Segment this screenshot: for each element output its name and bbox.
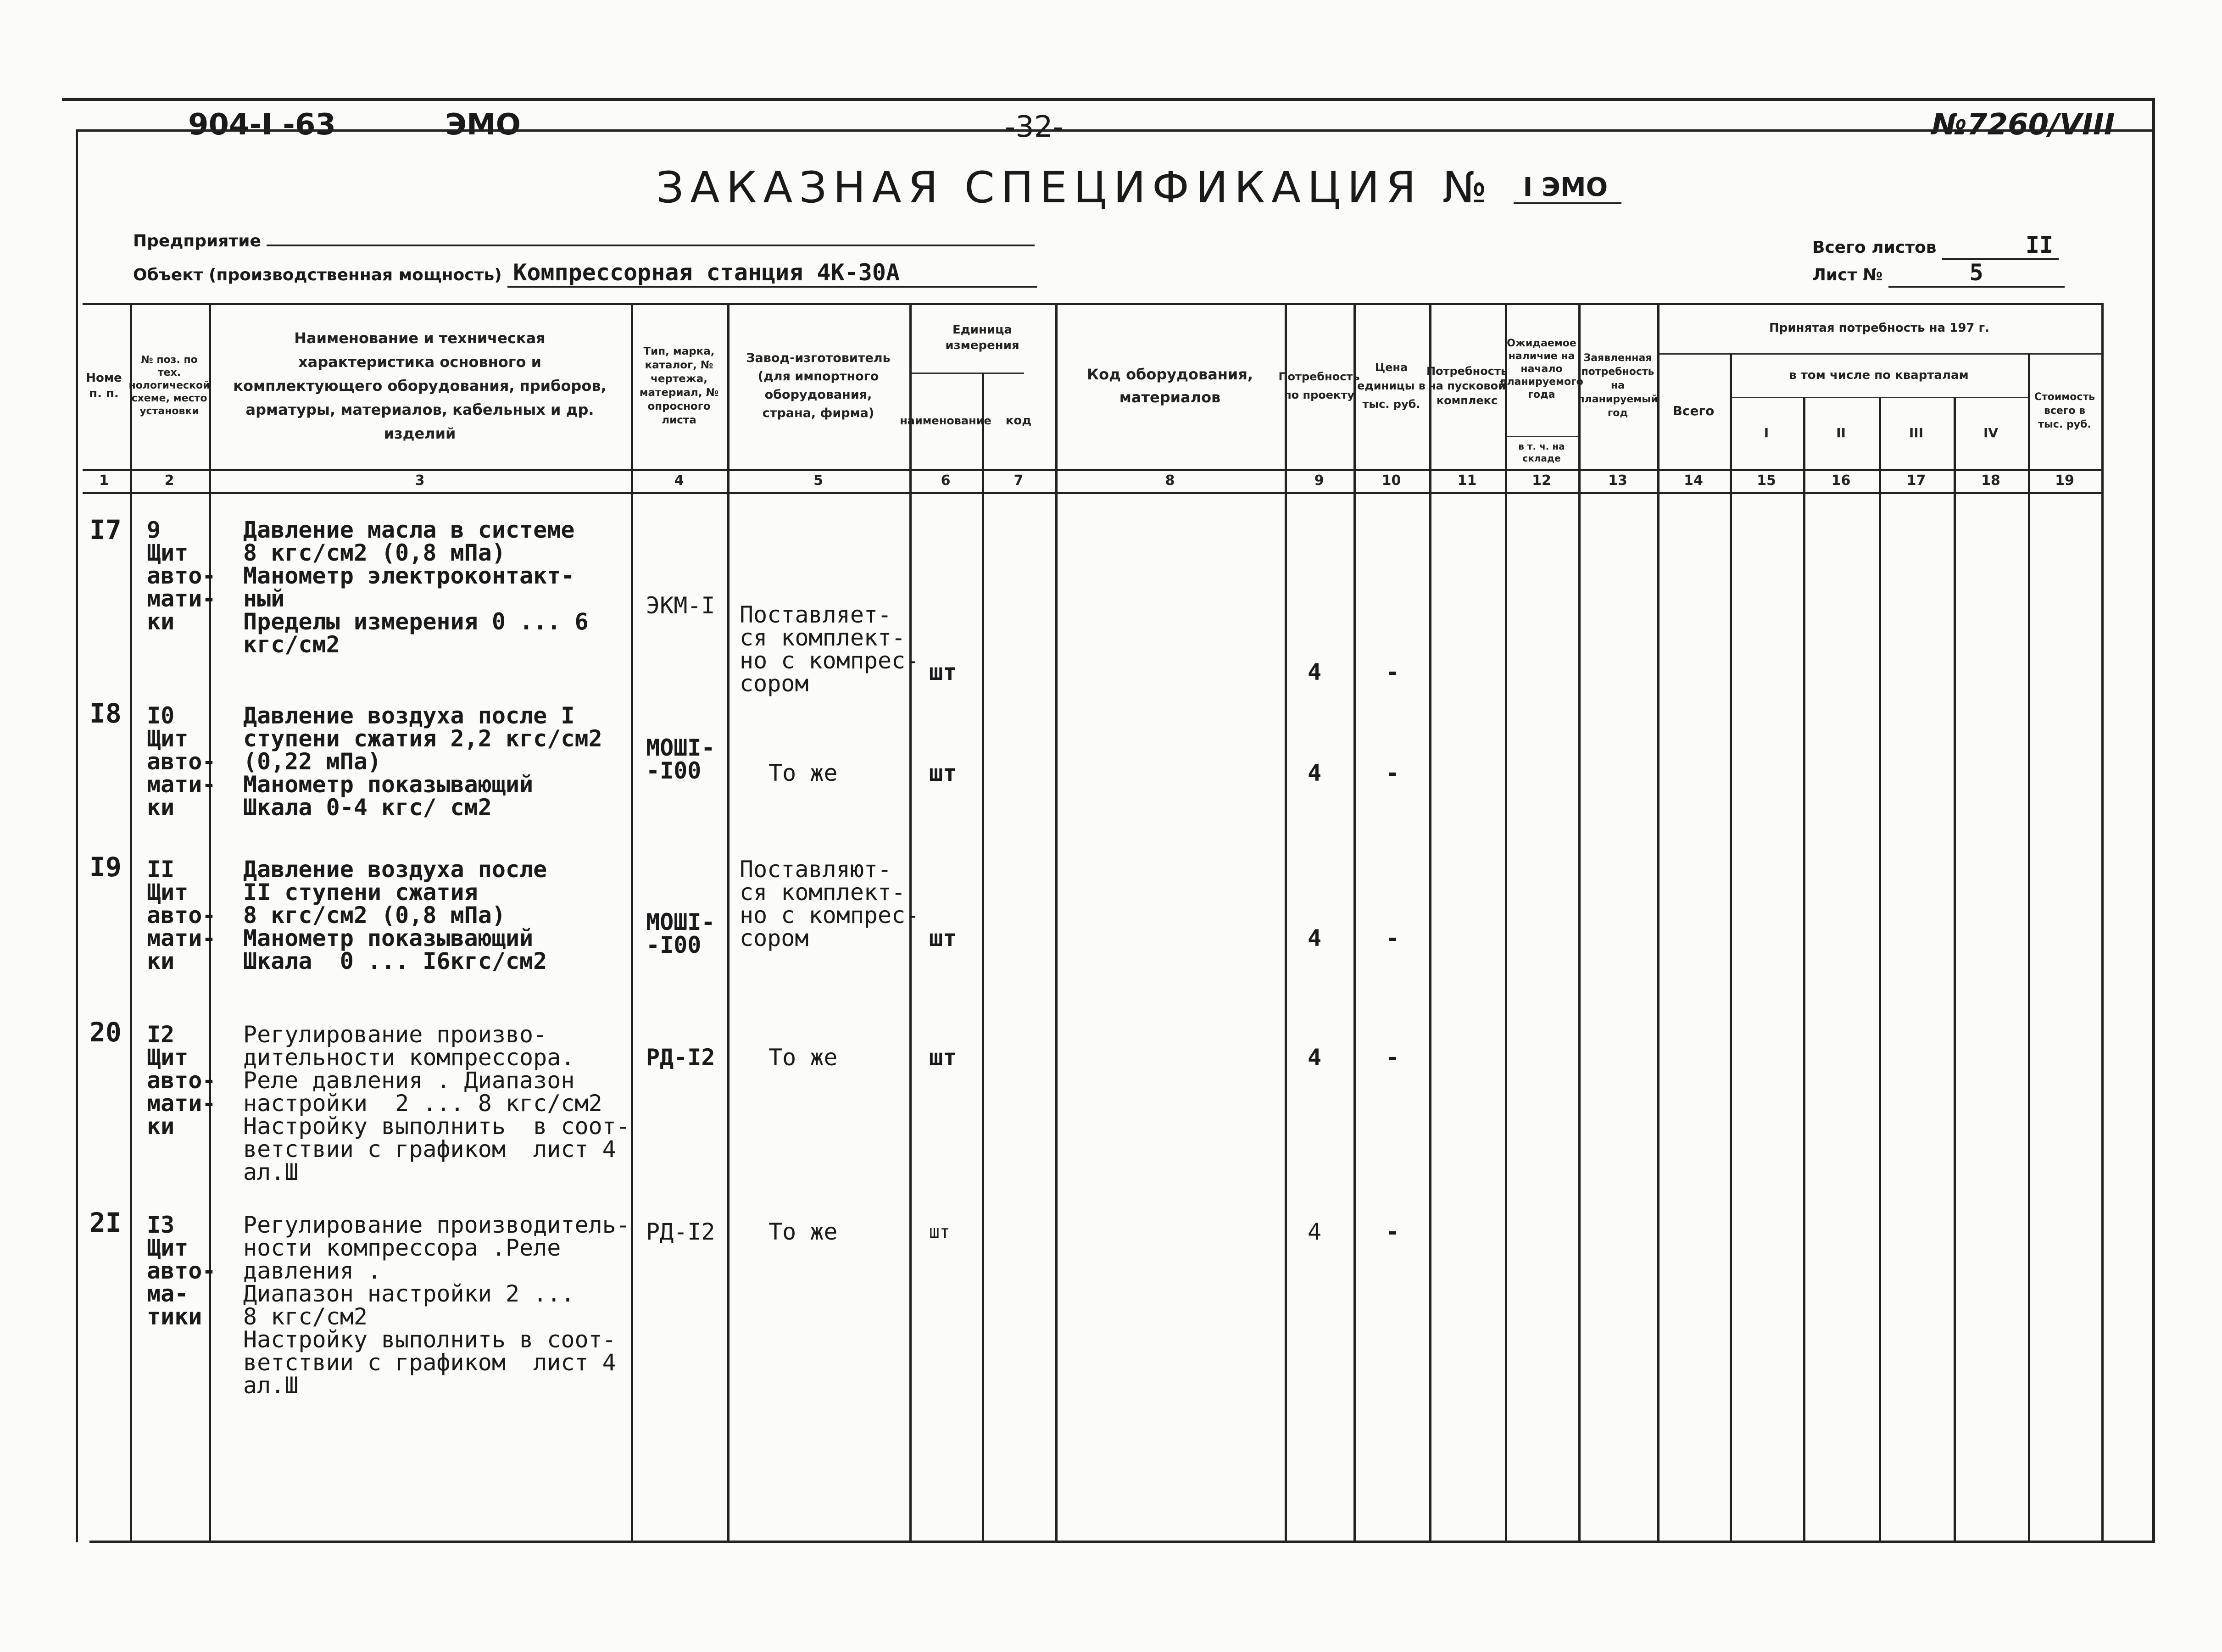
col-header-2: № поз. по тех. нологической схеме, место установки [128, 354, 210, 417]
row-manufacturer: То же [769, 1218, 838, 1245]
col-number-6: 6 [941, 472, 951, 489]
col-number-16: 16 [1831, 472, 1851, 489]
sheet-number-label: Лист № [1812, 266, 1883, 284]
col-number-14: 14 [1684, 472, 1703, 489]
col-number-19: 19 [2055, 472, 2074, 489]
row-price: - [1386, 659, 1400, 685]
row-price: - [1386, 1218, 1400, 1245]
col-number-15: 15 [1757, 472, 1776, 489]
page-title [656, 163, 1621, 213]
frame-top [78, 129, 2152, 132]
row-type: МОШI- -I00 [646, 909, 715, 958]
row-quantity: 4 [1308, 1044, 1322, 1071]
object-label: Объект (производственная мощность) [133, 266, 502, 284]
col-line-18 [2028, 353, 2030, 1541]
col-header-9: Потребность по проекту [1278, 370, 1360, 401]
col-number-18: 18 [1981, 472, 2000, 489]
row-unit: шт [929, 659, 957, 685]
col-number-3: 3 [415, 472, 425, 489]
col-header-19: Стоимость всего в тыс. руб. [2034, 391, 2095, 430]
frame-bottom [89, 1541, 2152, 1543]
col-header-10: Цена единицы в тыс. руб. [1357, 361, 1426, 411]
enterprise-value [267, 245, 1035, 246]
enterprise-line [133, 232, 1035, 250]
col-number-11: 11 [1457, 472, 1477, 489]
row-manufacturer: Поставляет- ся комплект- но с компрес- сором [740, 601, 919, 697]
col-header-3: Наименование и техническая характеристика основного и комплектующего оборудования, приборов, арматуры, материалов, кабельных и др. изделий [233, 329, 607, 442]
row-description: Давление масла в системе 8 кгс/см2 (0,8 мПа) Манометр электроконтакт- ный Пределы измерения 0 ... 6 кгс/см2 [243, 517, 589, 658]
spec-number: I ЭМО [1514, 172, 1621, 204]
row-price: - [1386, 925, 1400, 951]
col-header-1: Номе п. п. [86, 371, 122, 400]
row-number: I7 [89, 514, 122, 545]
row-description: Давление воздуха после II ступени сжатия 8 кгс/см2 (0,8 мПа) Манометр показывающий Шкала 0 ... I6кгс/см2 [243, 856, 547, 974]
row-description: Регулирование произво- дительности компрессора. Реле давления . Диапазон настройки 2 ... 8 кгс/см2 Настройку выполнить в соот- ветствии с графиком лист 4 ал.Ш [243, 1021, 630, 1185]
col-header-4: Тип, марка, каталог, № чертежа, материал, № опросного листа [639, 345, 719, 426]
frame-right [2152, 98, 2155, 1543]
col-line-14 [1730, 353, 1732, 1541]
row-quantity: 4 [1308, 1218, 1322, 1245]
row-type: МОШI- -I00 [646, 734, 715, 784]
col-header-17: III [1909, 425, 1924, 440]
col-header-14: Всего [1672, 403, 1715, 418]
object-value: Компрессорная станция 4К-30А [507, 259, 1037, 288]
accepted-group-header: Принятая потребность на 197 г. [1769, 321, 1990, 335]
document-code: 904-I -63 [188, 108, 336, 142]
row-unit: шт [929, 925, 957, 951]
col-header-12-sub: в т. ч. на складе [1518, 441, 1565, 464]
col-header-13: Заявленная потребность на планируемый год [1577, 352, 1658, 419]
row-position: I0 Щит авто- мати- ки [147, 702, 216, 821]
col-header-11: Потребность на пусковой комплекс [1426, 365, 1508, 407]
col-line-15 [1803, 397, 1805, 1541]
title-text: ЗАКАЗНАЯ СПЕЦИФИКАЦИЯ № [656, 163, 1494, 213]
sheets-total-label: Всего листов [1812, 238, 1937, 257]
col-header-18: IV [1983, 425, 1999, 440]
row-quantity: 4 [1308, 760, 1322, 786]
unit-group-header: Единица измерения [945, 323, 1019, 352]
row-position: II Щит авто- мати- ки [147, 856, 216, 974]
col-line-19 [2101, 303, 2104, 1541]
col-number-17: 17 [1906, 472, 1926, 489]
col-number-12: 12 [1532, 472, 1551, 489]
row-quantity: 4 [1308, 925, 1322, 951]
row-description: Регулирование производитель- ности компрессора .Реле давления . Диапазон настройки 2 ... 8 кгс/см2 Настройку выполнить в соот- ветствии с графиком лист 4 ал.Ш [243, 1212, 630, 1399]
row-number: I9 [89, 851, 122, 883]
row-position: I2 Щит авто- мати- ки [147, 1021, 216, 1140]
sheets-total-line [1812, 232, 2059, 260]
col-number-10: 10 [1381, 472, 1401, 489]
sheets-total-value: II [1942, 232, 2059, 260]
col-number-5: 5 [813, 472, 823, 489]
col-number-9: 9 [1314, 472, 1324, 489]
col-header-16: II [1836, 425, 1846, 440]
row-description: Давление воздуха после I ступени сжатия 2,2 кгс/см2 (0,22 мПа) Манометр показывающий Шкала 0-4 кгс/ см2 [243, 702, 602, 821]
sheet-number-value: 5 [1888, 259, 2065, 288]
row-unit: шт [929, 760, 957, 786]
row-manufacturer: Поставляют- ся комплект- но с компрес- сором [740, 856, 919, 951]
enterprise-label: Предприятие [133, 232, 261, 250]
row-manufacturer: То же [769, 1044, 838, 1071]
inventory-number: №7260/VIII [1932, 108, 2115, 142]
sheet-number-line [1812, 259, 2065, 288]
row-position: I3 Щит авто- ма- тики [147, 1212, 216, 1330]
row-type: ЭКМ-I [646, 592, 715, 619]
row-number: 20 [89, 1017, 122, 1048]
row-unit: шт [929, 1222, 950, 1242]
col-header-5: Завод-изготовитель (для импортного оборудования, страна, фирма) [746, 351, 891, 420]
top-border [62, 98, 2154, 101]
row-position: 9 Щит авто- мати- ки [147, 517, 216, 635]
col-line-16 [1879, 397, 1881, 1541]
col-number-4: 4 [674, 472, 684, 489]
row-number: I8 [89, 698, 122, 729]
col-header-7: код [1005, 414, 1032, 428]
col-line-17 [1954, 397, 1956, 1541]
row-unit: шт [929, 1044, 957, 1071]
page-number: -32- [1005, 110, 1064, 144]
row-price: - [1386, 1044, 1400, 1071]
quarters-group-header: в том числе по кварталам [1789, 368, 1969, 382]
col-number-2: 2 [164, 472, 174, 489]
col-line-6 [982, 373, 984, 1541]
col-number-1: 1 [99, 472, 109, 489]
row-type: РД-I2 [646, 1044, 715, 1071]
numbers-bottom [83, 492, 2101, 494]
row-price: - [1386, 760, 1400, 786]
object-line [133, 259, 1037, 288]
col-header-6: наименование [900, 414, 991, 427]
col-number-8: 8 [1165, 472, 1175, 489]
stamp: ЭМО [445, 108, 521, 142]
col-number-7: 7 [1014, 472, 1024, 489]
col-header-8: Код оборудования, материалов [1086, 366, 1253, 406]
col-number-13: 13 [1608, 472, 1627, 489]
row-manufacturer: То же [769, 760, 838, 786]
col-header-15: I [1764, 425, 1769, 440]
row-type: РД-I2 [646, 1218, 715, 1245]
col-header-12: Ожидаемое наличие на начало планируемого года [1500, 338, 1583, 400]
row-quantity: 4 [1308, 659, 1322, 685]
row-number: 2I [89, 1207, 122, 1238]
